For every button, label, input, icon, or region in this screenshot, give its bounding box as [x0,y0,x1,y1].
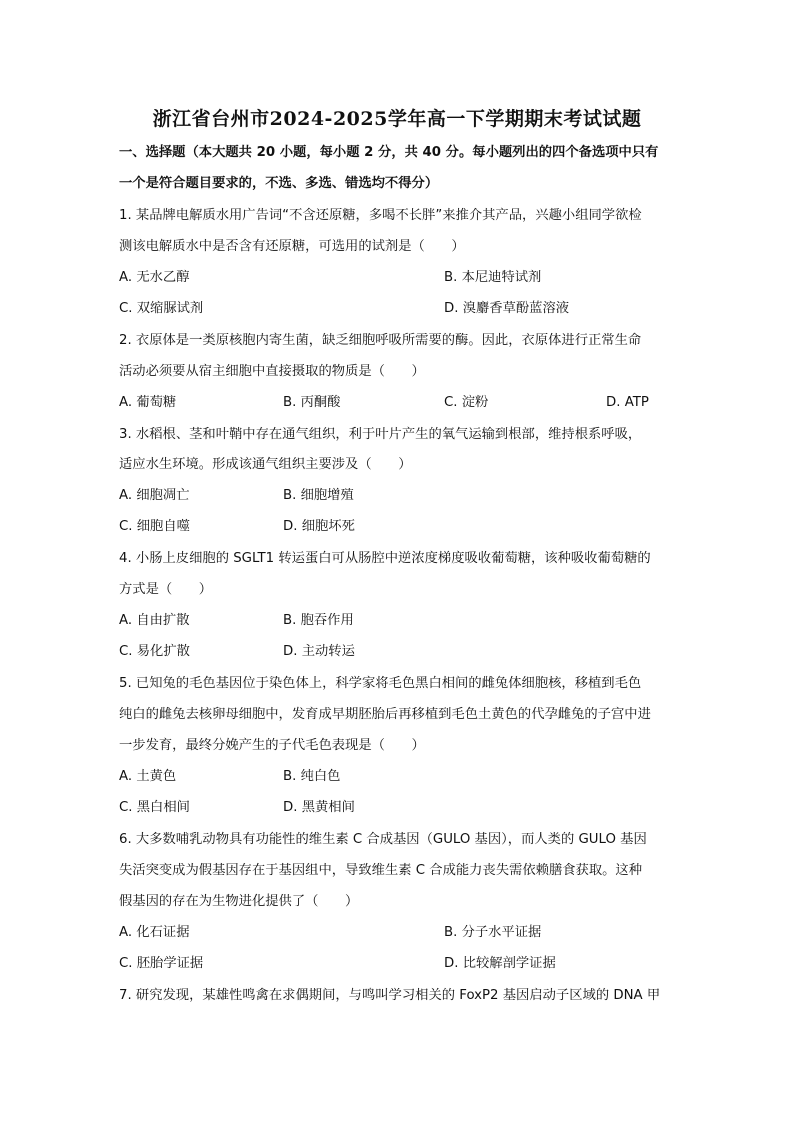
question-1-line-1: 1. 某品牌电解质水用广告词“不含还原糖，多喝不长胖”来推介其产品，兴趣小组同学欲检 [119,208,642,223]
question-2-option-d: D. ATP [606,395,649,410]
question-5-line-2: 纯白的雌兔去核卵母细胞中，发育成早期胚胎后再移植到毛色土黄色的代孕雌兔的子宫中进 [119,707,651,722]
question-5-option-b: B. 纯白色 [283,769,341,784]
question-4-option-b: B. 胞吞作用 [283,613,354,628]
question-6-option-c: C. 胚胎学证据 [119,956,204,971]
question-2-option-b: B. 丙酮酸 [283,395,341,410]
question-6-line-1: 6. 大多数哺乳动物具有功能性的维生素 C 合成基因（GULO 基因），而人类的 GULO 基因 [119,832,647,847]
question-1-option-a: A. 无水乙醇 [119,270,190,285]
question-1-line-2: 测该电解质水中是否含有还原糖，可选用的试剂是（ ） [119,239,465,254]
question-3-option-c: C. 细胞自噬 [119,519,190,534]
question-1-option-d: D. 溴麝香草酚蓝溶液 [444,301,570,316]
question-5-option-c: C. 黑白相间 [119,800,190,815]
question-7-line-1: 7. 研究发现，某雄性鸣禽在求偶期间，与鸣叫学习相关的 FoxP2 基因启动子区域的 DNA 甲 [119,988,661,1003]
question-3-option-d: D. 细胞坏死 [283,519,355,534]
question-5-line-3: 一步发育，最终分娩产生的子代毛色表现是（ ） [119,738,425,753]
question-5-option-a: A. 土黄色 [119,769,177,784]
question-3-option-b: B. 细胞增殖 [283,488,354,503]
question-2-option-c: C. 淀粉 [444,395,489,410]
question-2-option-a: A. 葡萄糖 [119,395,177,410]
question-1-option-c: C. 双缩脲试剂 [119,301,204,316]
question-2-line-2: 活动必须要从宿主细胞中直接摄取的物质是（ ） [119,364,425,379]
question-6-option-a: A. 化石证据 [119,925,190,940]
question-2-line-1: 2. 衣原体是一类原核胞内寄生菌，缺乏细胞呼吸所需要的酶。因此，衣原体进行正常生命 [119,333,642,348]
question-4-option-a: A. 自由扩散 [119,613,190,628]
question-6-option-b: B. 分子水平证据 [444,925,542,940]
question-6-option-d: D. 比较解剖学证据 [444,956,556,971]
question-3-option-a: A. 细胞凋亡 [119,488,190,503]
question-6-line-3: 假基因的存在为生物进化提供了（ ） [119,894,359,909]
question-1-option-b: B. 本尼迪特试剂 [444,270,542,285]
question-3-line-2: 适应水生环境。形成该通气组织主要涉及（ ） [119,457,412,472]
question-5-line-1: 5. 已知兔的毛色基因位于染色体上，科学家将毛色黑白相间的雌兔体细胞核，移植到毛色 [119,676,642,691]
section-heading-line-1: 一、选择题（本大题共 20 小题，每小题 2 分，共 40 分。每小题列出的四个备选项中只有 [119,145,659,160]
question-3-line-1: 3. 水稻根、茎和叶鞘中存在通气组织，利于叶片产生的氧气运输到根部，维持根系呼吸， [119,427,642,442]
section-heading-line-2: 一个是符合题目要求的，不选、多选、错选均不得分） [119,176,439,191]
question-5-option-d: D. 黑黄相间 [283,800,355,815]
question-4-line-2: 方式是（ ） [119,582,213,597]
page-title: 浙江省台州市2024-2025学年高一下学期期末考试试题 [152,108,642,130]
question-4-line-1: 4. 小肠上皮细胞的 SGLT1 转运蛋白可从肠腔中逆浓度梯度吸收葡萄糖，该种吸收葡萄糖的 [119,551,651,566]
question-6-line-2: 失活突变成为假基因存在于基因组中，导致维生素 C 合成能力丧失需依赖膳食获取。这种 [119,863,643,878]
question-4-option-d: D. 主动转运 [283,644,355,659]
question-4-option-c: C. 易化扩散 [119,644,190,659]
